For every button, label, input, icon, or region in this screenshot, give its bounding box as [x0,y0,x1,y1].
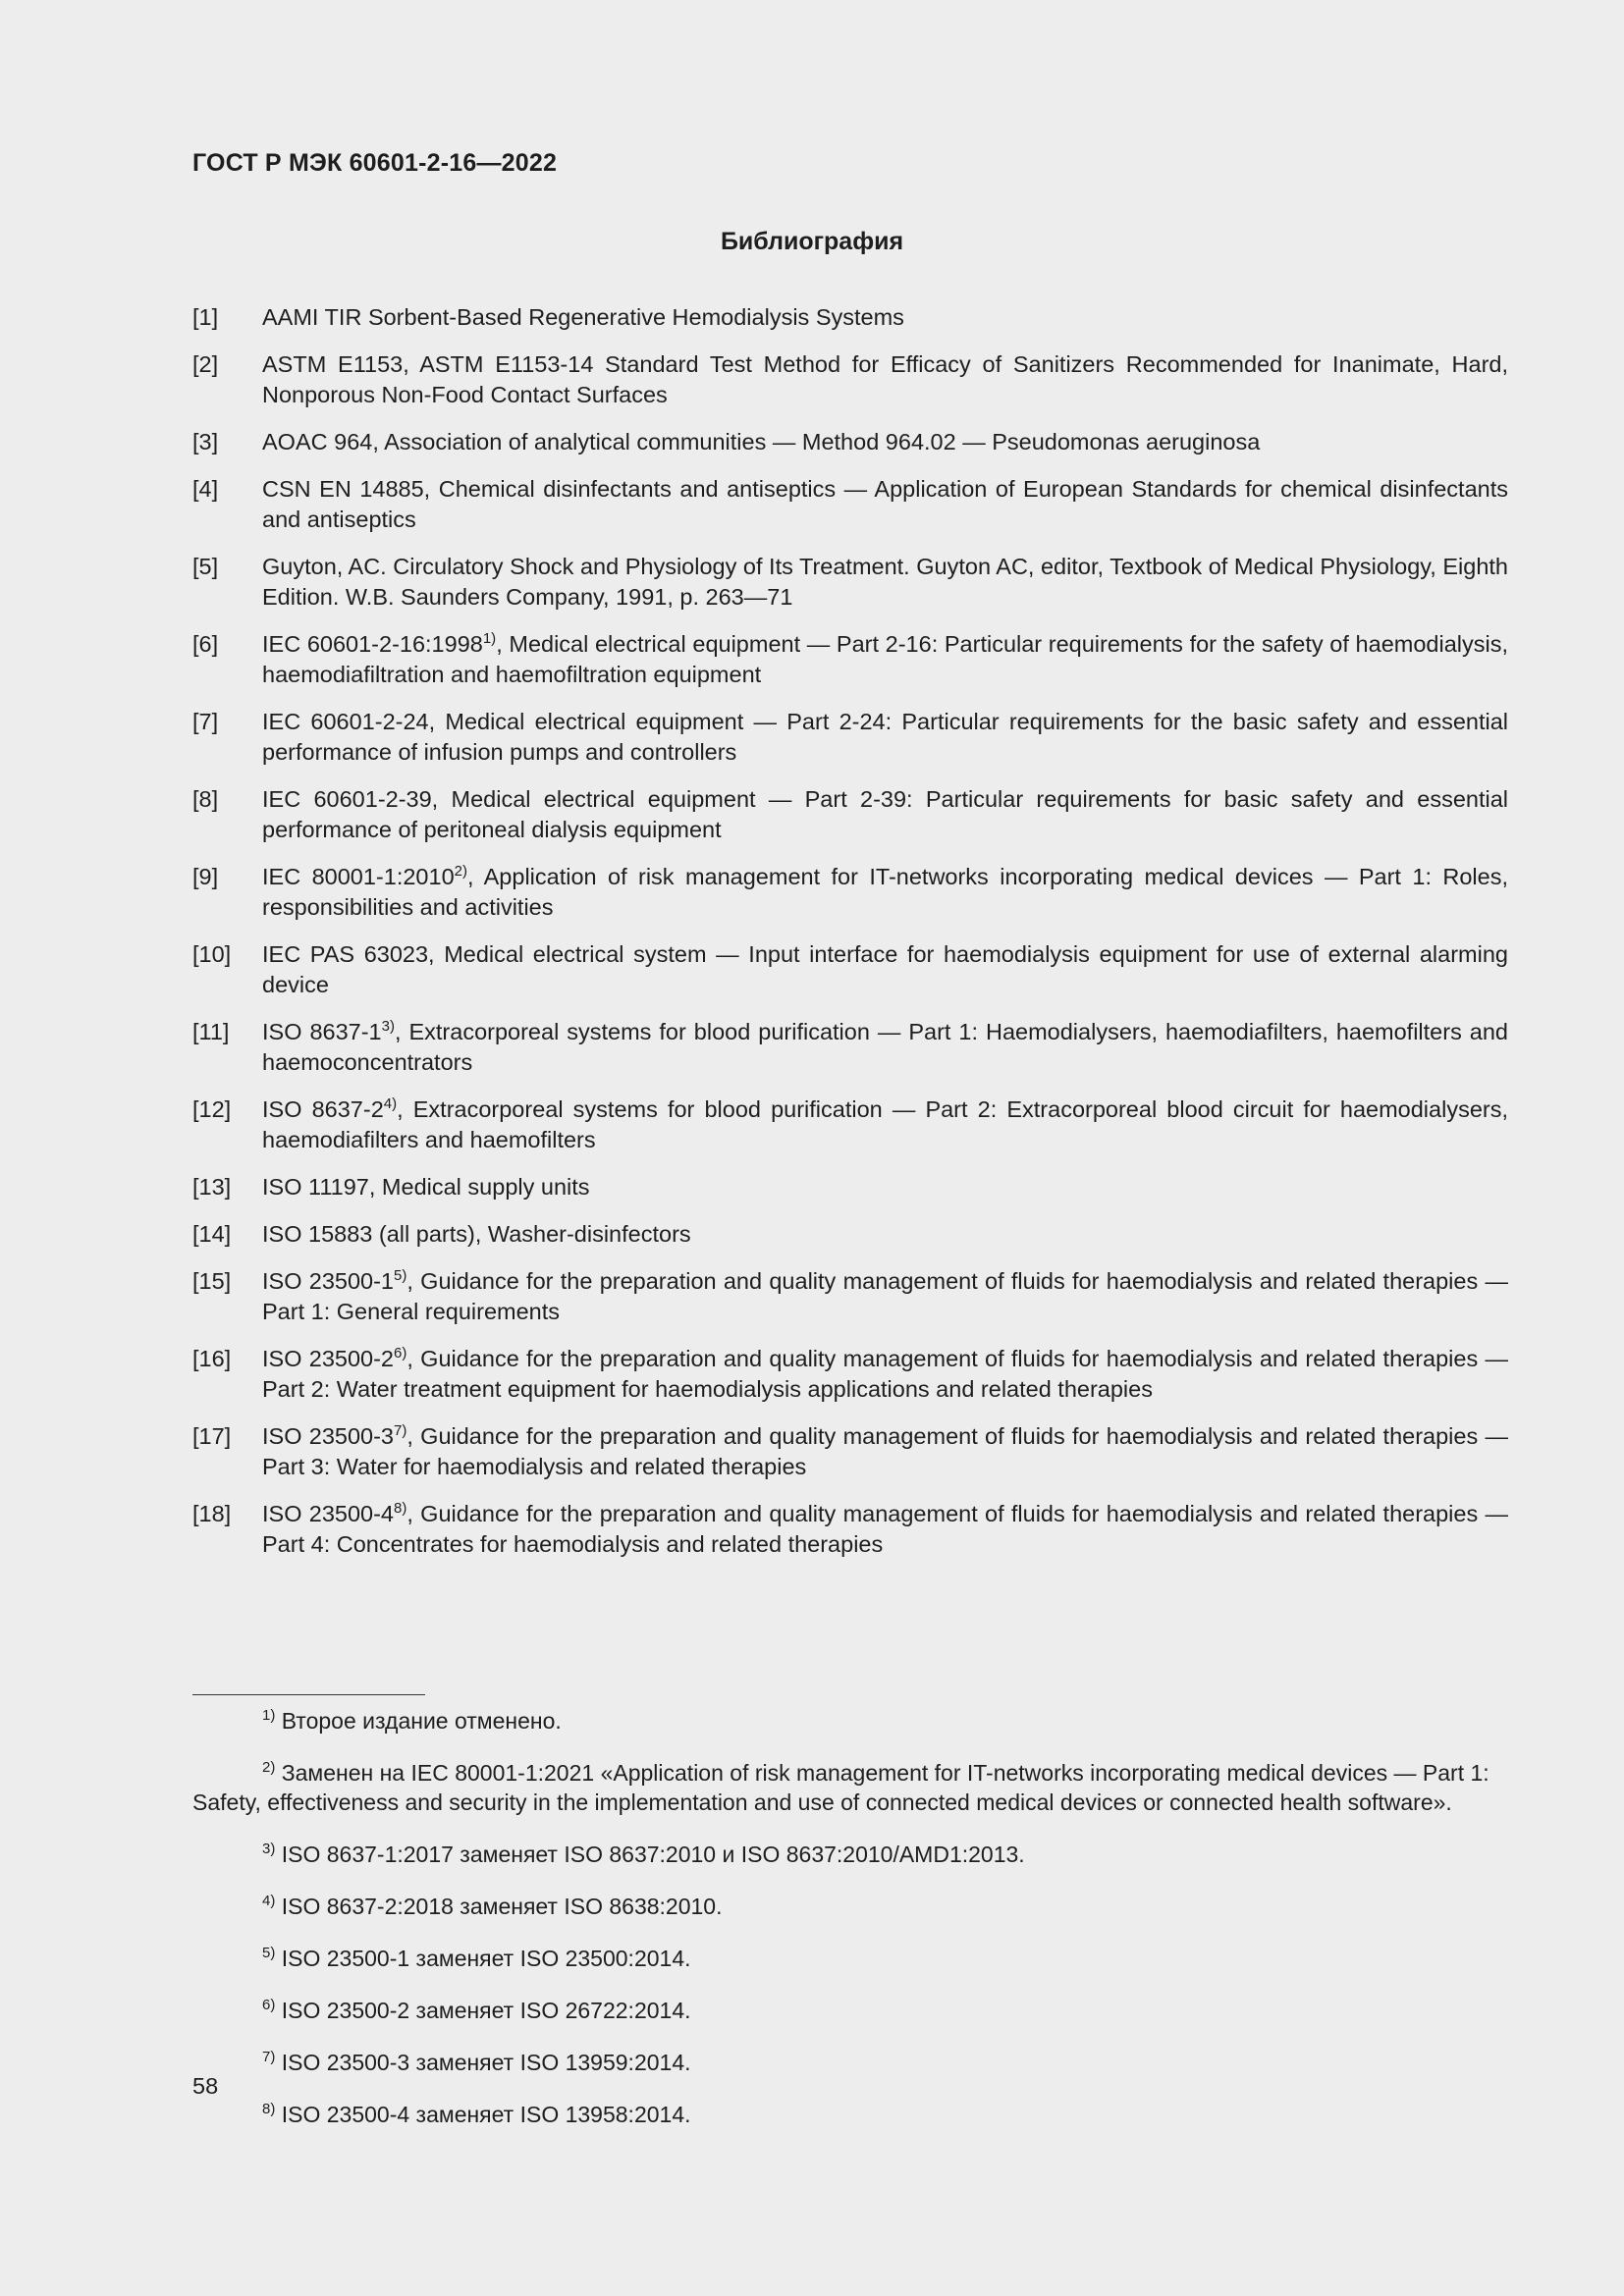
footnote-mark: 1) [262,1707,276,1724]
footnote-mark: 6) [262,1997,276,2013]
entry-number: [7] [192,709,219,734]
entry-text-main: ASTM E1153, ASTM E1153-14 Standard Test Method for Efficacy of Sanitizers Recommended for Inanimate, Hard, Nonporous Non-Food Contact Surfaces [262,351,1508,407]
bibliography-entry [192,939,1508,1000]
entry-text [262,474,1508,535]
entry-text [262,349,1508,410]
entry-text-rest: , Extracorporeal systems for blood purification — Part 1: Haemodialysers, haemodiafilters, haemofilters and haemoconcentrators [262,1019,1508,1075]
entry-text [262,784,1508,845]
bibliography-entry [192,1266,1508,1327]
entry-text-main: ISO 23500-4 [262,1501,395,1526]
entry-text [262,427,1508,457]
entry-text-main: CSN EN 14885, Chemical disinfectants and antiseptics — Application of European Standards for chemical disinfectants and antiseptics [262,476,1508,532]
section-title: Библиография [720,228,904,255]
bibliography-entry [192,1095,1508,1155]
entry-number: [2] [192,351,219,377]
bibliography-entry [192,1344,1508,1405]
bibliography-entry [192,707,1508,768]
entry-number: [8] [192,786,219,812]
entry-text-main: AAMI TIR Sorbent-Based Regenerative Hemodialysis Systems [262,304,904,330]
footnote-text: ISO 23500-1 заменяет ISO 23500:2014. [275,1946,691,1971]
bibliography-entry [192,1017,1508,1078]
footnote [192,2048,1508,2077]
entry-text [262,1499,1508,1560]
entry-text-rest: , Guidance for the preparation and quality management of fluids for haemodialysis and related therapies — Part 1: General requirements [262,1268,1508,1324]
entry-text [262,939,1508,1000]
entry-text-main: ISO 23500-3 [262,1423,395,1449]
entry-number: [3] [192,429,219,454]
entry-number: [5] [192,554,219,579]
entry-number: [18] [192,1501,232,1526]
entry-text-rest: , Application of risk management for IT-networks incorporating medical devices — Part 1: Roles, responsibilities and activities [262,864,1508,920]
footnote-text: Заменен на IEC 80001-1:2021 «Application of risk management for IT-networks incorporating medical devices — Part 1: Safety, effectiveness and security in the implementation and use of connected medical devices or connected health software». [192,1760,1489,1815]
entry-number: [6] [192,631,219,657]
entry-number: [10] [192,941,232,967]
entry-number: [13] [192,1174,232,1200]
footnote-reference: 7) [394,1422,407,1439]
footnote-text: Второе издание отменено. [275,1708,562,1734]
entry-text [262,302,1508,333]
entry-text [262,1266,1508,1327]
entry-text [262,1017,1508,1078]
footnote [192,1944,1508,1973]
entry-text-rest: , Guidance for the preparation and quality management of fluids for haemodialysis and related therapies — Part 3: Water for haemodialysis and related therapies [262,1423,1508,1479]
bibliography-entry [192,1421,1508,1482]
footnote-reference: 3) [381,1018,395,1035]
entry-number: [17] [192,1423,232,1449]
entry-number: [14] [192,1221,232,1247]
entry-text-rest: , Guidance for the preparation and quality management of fluids for haemodialysis and related therapies — Part 4: Concentrates for haemodialysis and related therapies [262,1501,1508,1557]
footnote-text: ISO 8637-2:2018 заменяет ISO 8638:2010. [275,1894,723,1919]
bibliography-entry [192,629,1508,690]
footnote-text: ISO 8637-1:2017 заменяет ISO 8637:2010 и ISO 8637:2010/AMD1:2013. [275,1842,1025,1867]
entry-text-rest: , Extracorporeal systems for blood purification — Part 2: Extracorporeal blood circuit for haemodialysers, haemodiafilters and haemofilters [262,1096,1508,1152]
entry-text-main: ISO 11197, Medical supply units [262,1174,590,1200]
entry-text-rest: , Medical electrical equipment — Part 2-16: Particular requirements for the safety of haemodialysis, haemodiafiltration and haemofiltration equipment [262,631,1508,687]
entry-text [262,629,1508,690]
entry-number: [15] [192,1268,232,1294]
entry-text [262,1421,1508,1482]
entry-text-main: Guyton, AC. Circulatory Shock and Physiology of Its Treatment. Guyton AC, editor, Textbook of Medical Physiology, Eighth Edition. W.B. Saunders Company, 1991, p. 263—71 [262,554,1508,610]
entry-number: [9] [192,864,219,889]
footnotes [192,1706,1508,2137]
entry-text [262,1095,1508,1155]
entry-number: [12] [192,1096,232,1122]
footnote-mark: 3) [262,1841,276,1857]
footnote-mark: 8) [262,2101,276,2117]
footnote-reference: 6) [394,1345,407,1362]
footnote-reference: 8) [394,1500,407,1517]
bibliography-entry [192,552,1508,613]
entry-text [262,707,1508,768]
bibliography-entry [192,349,1508,410]
footnote [192,2100,1508,2129]
entry-text-main: ISO 8637-1 [262,1019,382,1044]
footnote [192,1996,1508,2025]
footnote-mark: 7) [262,2049,276,2065]
entry-text-main: AOAC 964, Association of analytical communities — Method 964.02 — Pseudomonas aeruginosa [262,429,1261,454]
bibliography-list [192,302,1508,1576]
bibliography-entry [192,784,1508,845]
bibliography-entry [192,862,1508,923]
bibliography-entry [192,302,1508,333]
entry-text-main: IEC 60601-2-39, Medical electrical equipment — Part 2-39: Particular requirements for basic safety and essential performance of peritoneal dialysis equipment [262,786,1508,842]
footnote-mark: 5) [262,1945,276,1961]
entry-text-main: IEC 60601-2-16:1998 [262,631,483,657]
entry-number: [16] [192,1346,232,1371]
bibliography-entry [192,474,1508,535]
entry-text-main: IEC 60601-2-24, Medical electrical equipment — Part 2-24: Particular requirements for the basic safety and essential performance of infusion pumps and controllers [262,709,1508,765]
footnote-reference: 5) [394,1267,407,1284]
entry-text [262,1172,1508,1202]
entry-text-main: IEC 80001-1:2010 [262,864,455,889]
bibliography-entry [192,1172,1508,1202]
document-code-header: ГОСТ Р МЭК 60601-2-16—2022 [192,149,558,177]
footnote [192,1758,1508,1817]
page-number: 58 [192,2073,219,2099]
bibliography-entry [192,1499,1508,1560]
entry-text [262,1219,1508,1250]
entry-text-main: IEC PAS 63023, Medical electrical system — Input interface for haemodialysis equipment for use of external alarming device [262,941,1508,997]
entry-text-main: ISO 15883 (all parts), Washer-disinfectors [262,1221,691,1247]
footnote-separator [192,1694,425,1695]
entry-text-main: ISO 23500-2 [262,1346,395,1371]
footnote [192,1840,1508,1869]
footnote-reference: 2) [454,863,467,880]
entry-number: [4] [192,476,219,502]
entry-text-main: ISO 23500-1 [262,1268,395,1294]
footnote-text: ISO 23500-3 заменяет ISO 13959:2014. [275,2050,691,2075]
bibliography-entry [192,427,1508,457]
bibliography-entry [192,1219,1508,1250]
footnote [192,1892,1508,1921]
footnote-mark: 2) [262,1759,276,1776]
footnote [192,1706,1508,1735]
entry-text [262,862,1508,923]
entry-number: [11] [192,1019,230,1044]
entry-text [262,552,1508,613]
footnote-mark: 4) [262,1893,276,1909]
footnote-reference: 4) [383,1095,398,1112]
entry-number: [1] [192,304,219,330]
footnote-text: ISO 23500-2 заменяет ISO 26722:2014. [275,1998,691,2023]
entry-text-rest: , Guidance for the preparation and quality management of fluids for haemodialysis and related therapies — Part 2: Water treatment equipment for haemodialysis applications and related therapies [262,1346,1508,1402]
footnote-reference: 1) [482,630,497,647]
entry-text-main: ISO 8637-2 [262,1096,384,1122]
footnote-text: ISO 23500-4 заменяет ISO 13958:2014. [275,2102,691,2127]
entry-text [262,1344,1508,1405]
